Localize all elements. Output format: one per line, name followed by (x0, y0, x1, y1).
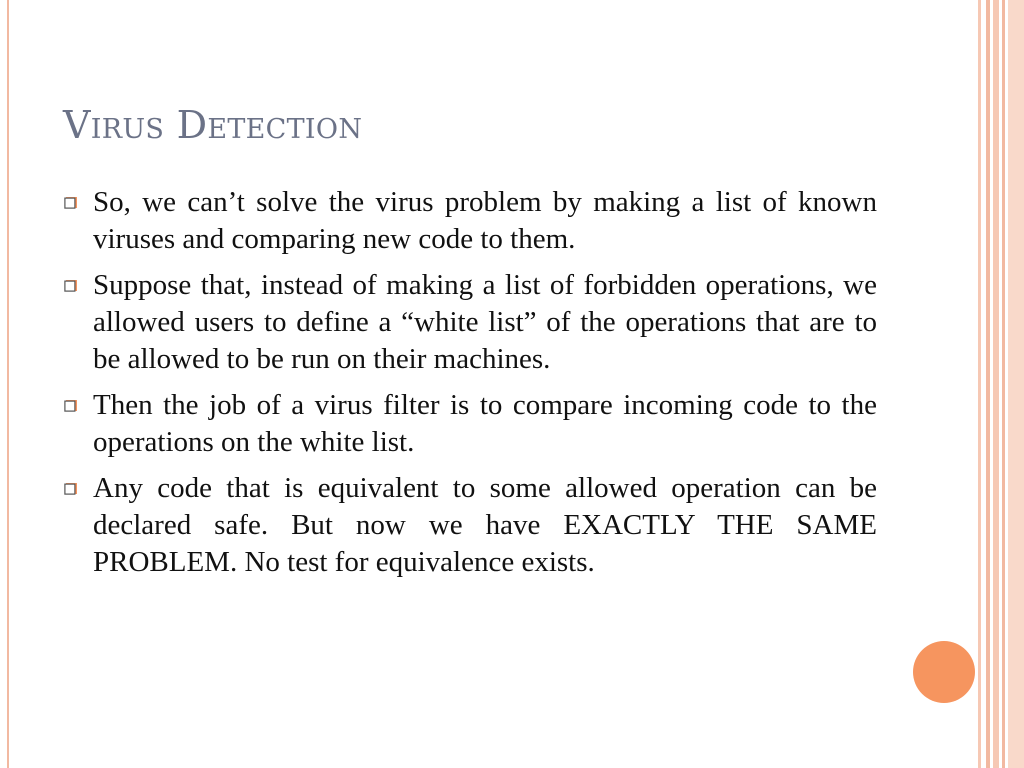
right-border-stripe (1002, 0, 1005, 768)
left-border-line (7, 0, 9, 768)
bullet-text: So, we can’t solve the virus problem by making a list of known viruses and comparing new code to them. (93, 186, 877, 255)
right-border-stripe (993, 0, 999, 768)
hollow-square-bullet-icon (64, 279, 78, 293)
decorative-circle (913, 641, 975, 703)
bullet-text: Suppose that, instead of making a list of forbidden operations, we allowed users to define a “white list” of the operations that are to be allowed to be run on their machines. (93, 269, 877, 375)
slide-title: Virus Detection (63, 103, 363, 147)
right-border-stripe (986, 0, 990, 768)
bullet-item (64, 387, 877, 461)
hollow-square-bullet-icon (64, 399, 78, 413)
right-border-stripe (1008, 0, 1024, 768)
bullet-text: Then the job of a virus filter is to compare incoming code to the operations on the white list. (93, 389, 877, 458)
bullet-text: Any code that is equivalent to some allowed operation can be declared safe. But now we have EXACTLY THE SAME PROBLEM. No test for equivalence exists. (93, 472, 877, 578)
hollow-square-bullet-icon (64, 482, 78, 496)
bullet-item (64, 184, 877, 258)
hollow-square-bullet-icon (64, 196, 78, 210)
bullet-item (64, 470, 877, 581)
bullet-list (64, 184, 877, 590)
right-border-stripe (978, 0, 981, 768)
bullet-item (64, 267, 877, 378)
